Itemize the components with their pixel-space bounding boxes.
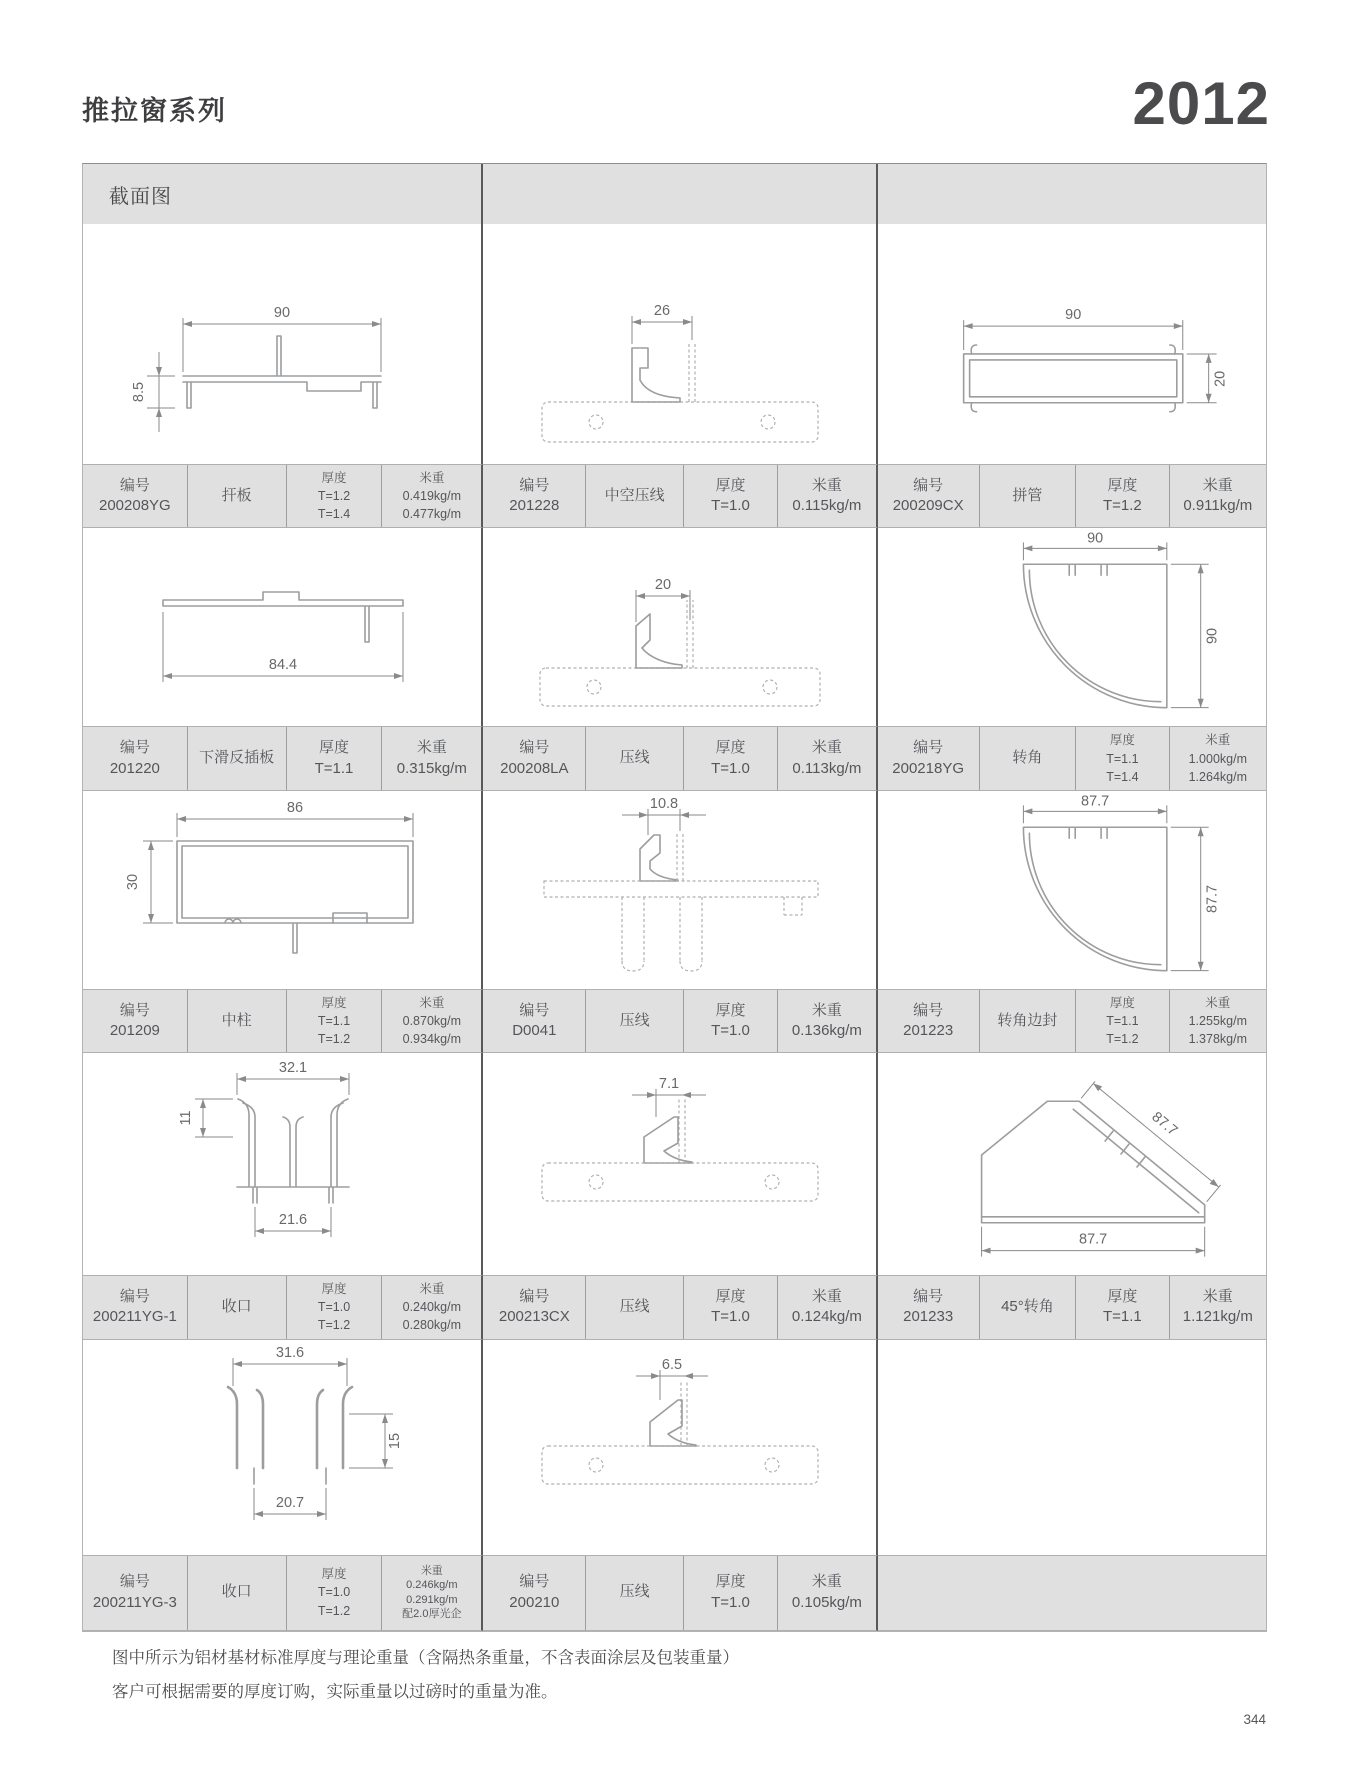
info-201220 bbox=[83, 726, 483, 790]
dim-label: 31.6 bbox=[275, 1345, 305, 1361]
dim-label: 87.7 bbox=[1080, 793, 1109, 810]
dim-label: 20 bbox=[1212, 370, 1229, 387]
name-cell bbox=[586, 990, 683, 1052]
code-value: 201233 bbox=[903, 1308, 954, 1326]
dim-label: 30 bbox=[125, 873, 142, 890]
info-row-2 bbox=[83, 726, 1266, 790]
weight-cell: 米重 0.113kg/m bbox=[792, 739, 862, 777]
drawing-201220 bbox=[83, 528, 483, 726]
code-value: 200208YG bbox=[99, 497, 171, 515]
code-cell: 编号 201228 bbox=[483, 465, 586, 527]
info-200208LA bbox=[483, 726, 877, 790]
weight-cell: 米重 0.136kg/m bbox=[791, 1001, 862, 1039]
drawing-200208LA bbox=[483, 528, 877, 726]
thickness-cell: 厚度 T=1.1 T=1.2 bbox=[1076, 990, 1169, 1052]
name-cell bbox=[188, 465, 287, 527]
info-201228 bbox=[483, 464, 877, 528]
footnote-line-2: 客户可根据需要的厚度订购，实际重量以过磅时的重量为准。 bbox=[112, 1682, 558, 1701]
profile-name: 转角 bbox=[1012, 749, 1043, 767]
drawing-200209CX bbox=[878, 224, 1266, 464]
code-cell: 编号 200208LA bbox=[483, 727, 586, 789]
code-cell: 编号 200213CX bbox=[483, 1276, 586, 1338]
info-D0041 bbox=[483, 989, 877, 1053]
name-cell bbox=[586, 465, 683, 527]
weight-cell: 米重 0.870kg/m 0.934kg/m bbox=[402, 995, 461, 1046]
code-cell: 编号 200210 bbox=[483, 1556, 586, 1630]
thickness-cell: 厚度 T=1.0 bbox=[684, 1556, 778, 1630]
code-value: 200211YG-1 bbox=[92, 1308, 177, 1326]
cross-section-drawing bbox=[878, 793, 1266, 987]
info-row-3 bbox=[83, 989, 1266, 1053]
weight-cell: 米重 0.419kg/m 0.477kg/m bbox=[402, 471, 461, 522]
dim-label: 90 bbox=[1204, 628, 1221, 645]
dim-label: 20 bbox=[655, 577, 672, 594]
drawing-200211YG-3 bbox=[83, 1340, 483, 1555]
code-value: 201220 bbox=[109, 759, 160, 777]
code-value: 200210 bbox=[509, 1593, 560, 1611]
dim-label: 26 bbox=[654, 303, 671, 319]
dim-label: 90 bbox=[274, 305, 291, 321]
name-cell bbox=[980, 1276, 1076, 1338]
name-cell bbox=[586, 727, 683, 789]
footnote-line-1: 图中所示为铝材基材标准厚度与理论重量（含隔热条重量，不含表面涂层及包装重量） bbox=[112, 1649, 739, 1667]
drawing-row-2 bbox=[83, 528, 1266, 726]
dim-label: 86 bbox=[287, 799, 304, 816]
dim-label: 90 bbox=[1064, 307, 1081, 324]
cross-section-drawing bbox=[484, 226, 874, 462]
profile-name: 压线 bbox=[619, 749, 650, 767]
name-cell bbox=[188, 727, 287, 789]
weight-cell: 米重 1.000kg/m 1.264kg/m bbox=[1188, 733, 1247, 784]
drawing-201209 bbox=[83, 791, 483, 989]
thickness-cell: 厚度 T=1.0 bbox=[684, 465, 778, 527]
cross-section-drawing bbox=[484, 1055, 874, 1273]
name-cell bbox=[586, 1556, 683, 1630]
weight-cell: 米重 0.124kg/m bbox=[791, 1288, 862, 1326]
profile-name: 中空压线 bbox=[604, 487, 665, 505]
thickness-cell: 厚度 T=1.0 T=1.2 bbox=[287, 1556, 383, 1630]
name-cell bbox=[188, 1276, 287, 1338]
drawing-200213CX bbox=[483, 1053, 877, 1275]
info-200211YG-1 bbox=[83, 1275, 483, 1339]
code-value: 201209 bbox=[109, 1021, 160, 1039]
thickness-cell: 厚度 T=1.1 T=1.4 bbox=[1076, 727, 1169, 789]
thickness-cell: 厚度 T=1.0 bbox=[684, 1276, 778, 1338]
thickness-cell: 厚度 T=1.2 bbox=[1076, 465, 1169, 527]
weight-cell: 米重 0.115kg/m bbox=[792, 476, 862, 515]
profile-name: 中柱 bbox=[221, 1011, 252, 1029]
code-value: D0041 bbox=[512, 1021, 557, 1039]
dim-label: 87.7 bbox=[1078, 1231, 1107, 1248]
drawing-D0041 bbox=[483, 791, 877, 989]
code-cell: 编号 D0041 bbox=[483, 990, 586, 1052]
info-empty bbox=[878, 1555, 1266, 1631]
weight-cell: 米重 0.911kg/m bbox=[1183, 476, 1253, 515]
dim-label: 90 bbox=[1086, 530, 1103, 547]
cross-section-drawing bbox=[878, 530, 1266, 724]
code-cell: 编号 200211YG-3 bbox=[83, 1556, 188, 1630]
name-cell bbox=[980, 990, 1076, 1052]
cross-section-drawing bbox=[878, 1055, 1266, 1273]
dim-label: 20.7 bbox=[275, 1495, 305, 1511]
weight-cell: 米重 0.105kg/m bbox=[791, 1573, 862, 1611]
info-200209CX bbox=[878, 464, 1266, 528]
profile-name: 扞板 bbox=[221, 487, 252, 505]
profile-name: 压线 bbox=[619, 1583, 650, 1601]
code-value: 200209CX bbox=[892, 497, 964, 515]
weight-cell: 米重 1.255kg/m 1.378kg/m bbox=[1188, 995, 1247, 1046]
name-cell bbox=[188, 1556, 287, 1630]
code-value: 201223 bbox=[903, 1021, 954, 1039]
profile-table bbox=[82, 163, 1267, 1632]
name-cell bbox=[980, 465, 1076, 527]
info-row-1 bbox=[83, 464, 1266, 528]
code-cell: 编号 200211YG-1 bbox=[83, 1276, 188, 1338]
cross-section-drawing bbox=[484, 793, 874, 987]
code-cell: 编号 201233 bbox=[878, 1276, 980, 1338]
thickness-cell: 厚度 T=1.1 bbox=[287, 727, 383, 789]
page-header bbox=[82, 58, 1270, 137]
dim-label: 15 bbox=[387, 1432, 404, 1450]
code-cell: 编号 201220 bbox=[83, 727, 188, 789]
dim-label: 6.5 bbox=[662, 1357, 683, 1373]
dim-label: 11 bbox=[178, 1110, 195, 1126]
dim-label: 21.6 bbox=[278, 1212, 308, 1229]
drawing-200208YG bbox=[83, 224, 483, 464]
info-201223 bbox=[878, 989, 1266, 1053]
profile-name: 收口 bbox=[221, 1583, 252, 1601]
profile-name: 下滑反插板 bbox=[199, 749, 275, 767]
footnote bbox=[112, 1642, 739, 1710]
code-value: 200218YG bbox=[892, 759, 965, 777]
cross-section-drawing bbox=[484, 530, 874, 724]
cross-section-drawing bbox=[87, 226, 477, 462]
cross-section-drawing bbox=[87, 1055, 477, 1273]
code-cell: 编号 201209 bbox=[83, 990, 188, 1052]
dim-label: 8.5 bbox=[131, 381, 148, 403]
thickness-cell: 厚度 T=1.2 T=1.4 bbox=[287, 465, 383, 527]
info-200211YG-3 bbox=[83, 1555, 483, 1631]
cross-section-drawing bbox=[484, 1342, 874, 1552]
dim-label: 7.1 bbox=[659, 1076, 680, 1093]
profile-name: 压线 bbox=[619, 1011, 650, 1029]
section-header-cell bbox=[483, 164, 877, 224]
thickness-cell: 厚度 T=1.0 bbox=[684, 727, 778, 789]
info-200208YG bbox=[83, 464, 483, 528]
info-201209 bbox=[83, 989, 483, 1053]
code-value: 200213CX bbox=[498, 1308, 570, 1326]
info-201233 bbox=[878, 1275, 1266, 1339]
drawing-empty bbox=[878, 1340, 1266, 1555]
thickness-cell: 厚度 T=1.0 T=1.2 bbox=[287, 1276, 383, 1338]
drawing-200218YG bbox=[878, 528, 1266, 726]
page-title: 推拉窗系列 bbox=[82, 96, 227, 126]
profile-name: 压线 bbox=[619, 1298, 650, 1316]
name-cell bbox=[586, 1276, 683, 1338]
code-cell: 编号 201223 bbox=[878, 990, 980, 1052]
drawing-row-3 bbox=[83, 791, 1266, 989]
code-value: 201228 bbox=[509, 497, 560, 515]
drawing-200210 bbox=[483, 1340, 877, 1555]
cross-section-drawing bbox=[87, 793, 477, 987]
section-header: 截面图 bbox=[109, 185, 172, 208]
thickness-cell: 厚度 T=1.1 bbox=[1076, 1276, 1169, 1338]
dim-label: 10.8 bbox=[650, 795, 679, 812]
code-cell: 编号 200209CX bbox=[878, 465, 980, 527]
name-cell bbox=[980, 727, 1076, 789]
code-value: 200208LA bbox=[500, 759, 569, 777]
dim-label: 87.7 bbox=[1148, 1109, 1180, 1140]
dim-label: 87.7 bbox=[1204, 884, 1221, 913]
drawing-201228 bbox=[483, 224, 877, 464]
info-200210 bbox=[483, 1555, 877, 1631]
weight-cell: 米重 0.246kg/m 0.291kg/m 配2.0厚光企 bbox=[402, 1564, 462, 1620]
cross-section-drawing bbox=[878, 226, 1266, 462]
dim-label: 32.1 bbox=[278, 1060, 308, 1077]
weight-cell: 米重 0.315kg/m bbox=[396, 739, 467, 777]
info-row-4 bbox=[83, 1275, 1266, 1339]
cross-section-drawing bbox=[87, 1342, 477, 1552]
table-header-row bbox=[83, 164, 1266, 224]
name-cell bbox=[188, 990, 287, 1052]
drawing-200211YG-1 bbox=[83, 1053, 483, 1275]
code-cell: 编号 200208YG bbox=[83, 465, 188, 527]
thickness-cell: 厚度 T=1.1 T=1.2 bbox=[287, 990, 383, 1052]
weight-cell: 米重 1.121kg/m bbox=[1182, 1288, 1253, 1326]
model-number: 2012 bbox=[1132, 70, 1270, 137]
page-number: 344 bbox=[1243, 1712, 1266, 1727]
cross-section-drawing bbox=[87, 530, 477, 724]
drawing-row-1 bbox=[83, 224, 1266, 464]
drawing-201233 bbox=[878, 1053, 1266, 1275]
info-200213CX bbox=[483, 1275, 877, 1339]
info-200218YG bbox=[878, 726, 1266, 790]
section-header-cell bbox=[878, 164, 1266, 224]
thickness-cell: 厚度 T=1.0 bbox=[684, 990, 778, 1052]
profile-name: 转角边封 bbox=[997, 1011, 1058, 1029]
code-cell: 编号 200218YG bbox=[878, 727, 980, 789]
profile-name: 45°转角 bbox=[1001, 1298, 1054, 1316]
weight-cell: 米重 0.240kg/m 0.280kg/m bbox=[402, 1282, 461, 1333]
profile-name: 收口 bbox=[221, 1298, 252, 1316]
drawing-row-5 bbox=[83, 1340, 1266, 1555]
section-header-cell bbox=[83, 164, 483, 224]
drawing-row-4 bbox=[83, 1053, 1266, 1275]
dim-label: 84.4 bbox=[268, 657, 298, 674]
profile-name: 拼管 bbox=[1012, 487, 1043, 505]
code-value: 200211YG-3 bbox=[92, 1593, 177, 1611]
drawing-201223 bbox=[878, 791, 1266, 989]
info-row-5 bbox=[83, 1555, 1266, 1631]
